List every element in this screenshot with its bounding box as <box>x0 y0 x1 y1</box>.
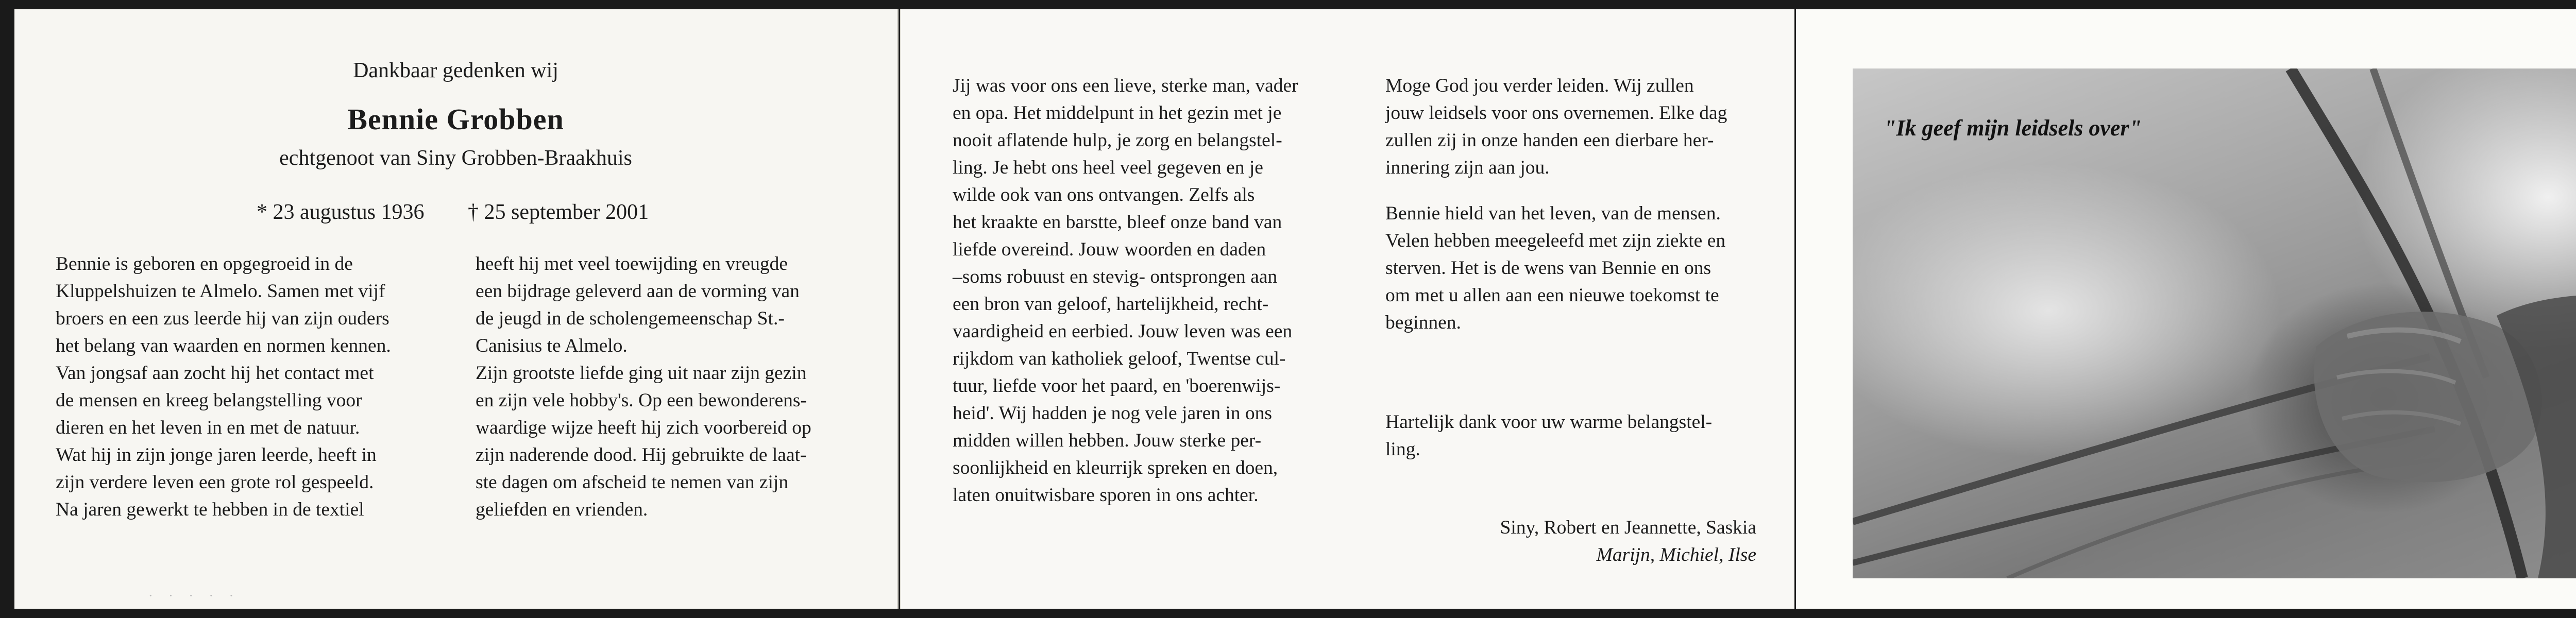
deceased-name: Bennie Grobben <box>347 102 564 136</box>
tribute-line: rijkdom van katholiek geloof, Twentse cul- <box>953 348 1286 369</box>
left-card-panel <box>14 9 899 609</box>
biography-line: een bijdrage geleverd aan de vorming van <box>476 281 800 302</box>
death-date: † 25 september 2001 <box>468 200 649 224</box>
biography-column-2 <box>476 250 872 523</box>
tribute-line: nooit aflatende hulp, je zorg en belangstel- <box>953 130 1282 151</box>
middle-card-panel <box>900 9 1794 609</box>
biography-line: waardige wijze heeft hij zich voorbereid op <box>476 417 811 438</box>
signature-names: Siny, Robert en Jeannette, Saskia <box>1500 517 1756 538</box>
biography-line: dieren en het leven in en met de natuur. <box>56 417 360 438</box>
tribute-line: het kraakte en barstte, bleef onze band van <box>953 212 1282 233</box>
biography-line: zijn naderende dood. Hij gebruikte de laat- <box>476 444 807 466</box>
biography-line: Zijn grootste liefde ging uit naar zijn gezin <box>476 363 807 384</box>
biography-line: Wat hij in zijn jonge jaren leerde, heeft in <box>56 444 377 466</box>
thanks-line: Hartelijk dank voor uw warme belangstel- <box>1385 411 1713 433</box>
tribute-line: wilde ook van ons ontvangen. Zelfs als <box>953 184 1255 205</box>
intro-line: Dankbaar gedenken wij <box>353 59 558 82</box>
farewell-line: sterven. Het is de wens van Bennie en ons <box>1385 258 1711 279</box>
thanks-paragraph <box>1385 408 1792 463</box>
birth-date: * 23 augustus 1936 <box>257 200 425 224</box>
biography-line: het belang van waarden en normen kennen. <box>56 335 391 356</box>
tribute-line: –soms robuust en stevig- ontsprongen aan <box>953 266 1278 287</box>
farewell-line: Velen hebben meegeleefd met zijn ziekte en <box>1385 230 1726 251</box>
farewell-line: Moge God jou verder leiden. Wij zullen <box>1385 75 1694 96</box>
tribute-line: liefde overeind. Jouw woorden en daden <box>953 239 1266 260</box>
right-card-panel <box>1796 9 2576 609</box>
biography-line: heeft hij met veel toewijding en vreugde <box>476 253 788 274</box>
tribute-line: Jij was voor ons een lieve, sterke man, vader <box>953 75 1298 96</box>
tribute-line: heid'. Wij hadden je nog vele jaren in ons <box>953 403 1273 424</box>
biography-line: Canisius te Almelo. <box>476 335 628 356</box>
reins-illustration <box>1853 68 2576 578</box>
tribute-line: en opa. Het middelpunt in het gezin met je <box>953 102 1282 124</box>
farewell-line: beginnen. <box>1385 312 1461 333</box>
biography-line: de jeugd in de scholengemeenschap St.- <box>476 308 785 329</box>
biography-line: zijn verdere leven een grote rol gespeeld. <box>56 472 374 493</box>
tribute-column <box>953 72 1354 509</box>
tribute-line: vaardigheid en eerbied. Jouw leven was een <box>953 321 1293 342</box>
biography-line: geliefden en vrienden. <box>476 499 648 520</box>
thanks-line: ling. <box>1385 439 1420 460</box>
quote-text: "Ik geef mijn leidsels over" <box>1884 115 2142 141</box>
farewell-line: innering zijn aan jou. <box>1385 157 1550 178</box>
biography-line: en zijn vele hobby's. Op een bewonderens- <box>476 390 807 411</box>
farewell-line: jouw leidsels voor ons overnemen. Elke dag <box>1385 102 1727 124</box>
tribute-line: een bron van geloof, hartelijkheid, recht- <box>953 294 1269 315</box>
biography-line: Na jaren gewerkt te hebben in de textiel <box>56 499 364 520</box>
farewell-paragraph-2 <box>1385 200 1792 336</box>
farewell-line: Bennie hield van het leven, van de mensen. <box>1385 203 1721 224</box>
tribute-line: soonlijkheid en kleurrijk spreken en doen, <box>953 457 1278 478</box>
farewell-line: zullen zij in onze handen een dierbare her- <box>1385 130 1714 151</box>
tribute-line: ling. Je hebt ons heel veel gegeven en je <box>953 157 1263 178</box>
biography-line: ste dagen om afscheid te nemen van zijn <box>476 472 789 493</box>
biography-line: Bennie is geboren en opgegroeid in de <box>56 253 353 274</box>
scan-specks: · · · · · <box>148 588 240 603</box>
spouse-line: echtgenoot van Siny Grobben-Braakhuis <box>279 146 632 170</box>
farewell-column <box>1385 72 1792 463</box>
biography-line: Kluppelshuizen te Almelo. Samen met vijf <box>56 281 385 302</box>
biography-line: Van jongsaf aan zocht hij het contact met <box>56 363 374 384</box>
farewell-line: om met u allen aan een nieuwe toekomst te <box>1385 285 1719 306</box>
biography-line: de mensen en kreeg belangstelling voor <box>56 390 362 411</box>
tribute-line: laten onuitwisbare sporen in ons achter. <box>953 485 1259 506</box>
reins-photo <box>1853 68 2576 578</box>
tribute-line: tuur, liefde voor het paard, en 'boerenwijs- <box>953 375 1281 397</box>
tribute-line: midden willen hebben. Jouw sterke per- <box>953 430 1262 451</box>
farewell-paragraph-1 <box>1385 72 1792 181</box>
biography-line: broers en een zus leerde hij van zijn ouders <box>56 308 389 329</box>
family-signature <box>1385 514 1756 569</box>
signature-grandchildren: Marijn, Michiel, Ilse <box>1596 544 1756 565</box>
biography-column-1 <box>56 250 452 523</box>
